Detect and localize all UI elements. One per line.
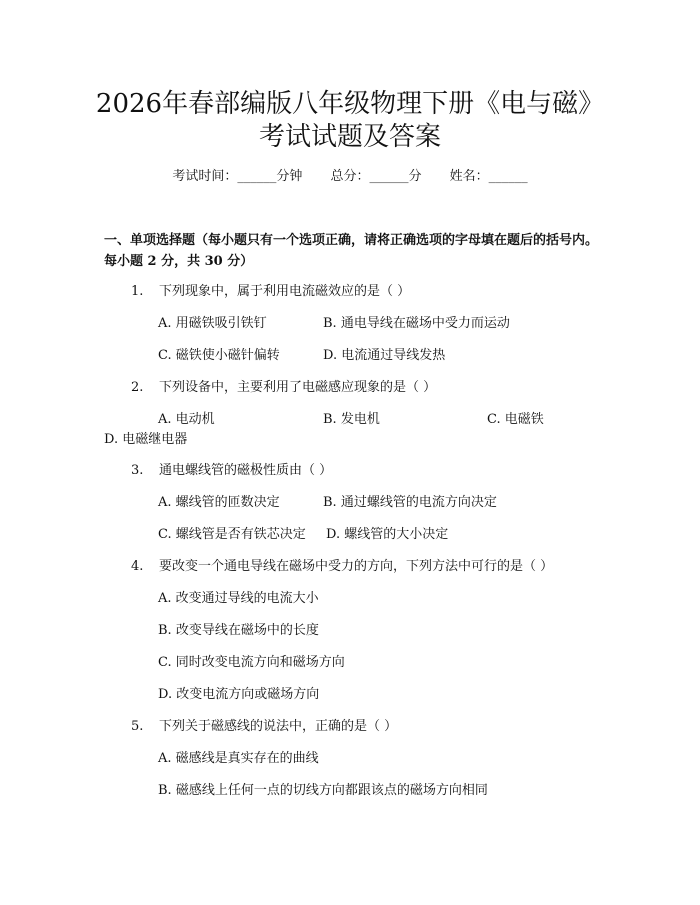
question-text: 下列关于磁感线的说法中，正确的是（ ） [159,719,398,734]
option-4c: C. 同时改变电流方向和磁场方向 [158,655,345,670]
option-1c: C. 磁铁使小磁针偏转 [158,348,280,363]
option-4d: D. 改变电流方向或磁场方向 [158,687,320,702]
question-number: 2. [131,380,144,395]
total-score-field: 总分：______分 [330,169,422,184]
question-4 [131,558,553,576]
question-1 [131,283,410,301]
question-3 [131,462,332,480]
exam-title-line2: 考试试题及答案 [258,122,441,152]
section-heading-single-choice: 一、单项选择题（每小题只有一个选项正确，请将正确选项的字母填在题后的括号内。每小题 2 分，共 30 分） [104,233,599,269]
question-text: 要改变一个通电导线在磁场中受力的方向，下列方法中可行的是（ ） [159,559,554,574]
option-4a: A. 改变通过导线的电流大小 [158,591,319,606]
option-3a: A. 螺线管的匝数决定 [158,495,280,510]
question-text: 通电螺线管的磁极性质由（ ） [159,463,333,478]
question-5 [131,718,397,736]
question-number: 1. [131,284,144,299]
question-text: 下列现象中，属于利用电流磁效应的是（ ） [159,284,411,299]
option-1a: A. 用磁铁吸引铁钉 [158,316,267,331]
exam-time-field: 考试时间：______分钟 [172,169,303,184]
exam-title-line1: 2026年春部编版八年级物理下册《电与磁》 [95,89,605,119]
option-4b: B. 改变导线在磁场中的长度 [158,623,319,638]
option-2a: A. 电动机 [158,412,215,427]
option-3d: D. 螺线管的大小决定 [326,527,449,542]
option-3b: B. 通过螺线管的电流方向决定 [323,495,497,510]
question-number: 3. [131,463,144,478]
exam-info-row [0,168,700,186]
option-2c: C. 电磁铁 [487,412,544,427]
question-number: 4. [131,559,144,574]
option-1d: D. 电流通过导线发热 [323,348,446,363]
option-5b: B. 磁感线上任何一点的切线方向都跟该点的磁场方向相同 [158,783,488,798]
question-number: 5. [131,719,144,734]
student-name-field: 姓名：______ [449,169,528,184]
option-2b: B. 发电机 [323,412,380,427]
question-text: 下列设备中，主要利用了电磁感应现象的是（ ） [159,380,437,395]
question-2 [131,379,436,397]
option-5a: A. 磁感线是真实存在的曲线 [158,751,319,766]
option-1b: B. 通电导线在磁场中受力而运动 [323,316,510,331]
option-3c: C. 螺线管是否有铁芯决定 [158,527,306,542]
option-2d: D. 电磁继电器 [104,432,188,447]
